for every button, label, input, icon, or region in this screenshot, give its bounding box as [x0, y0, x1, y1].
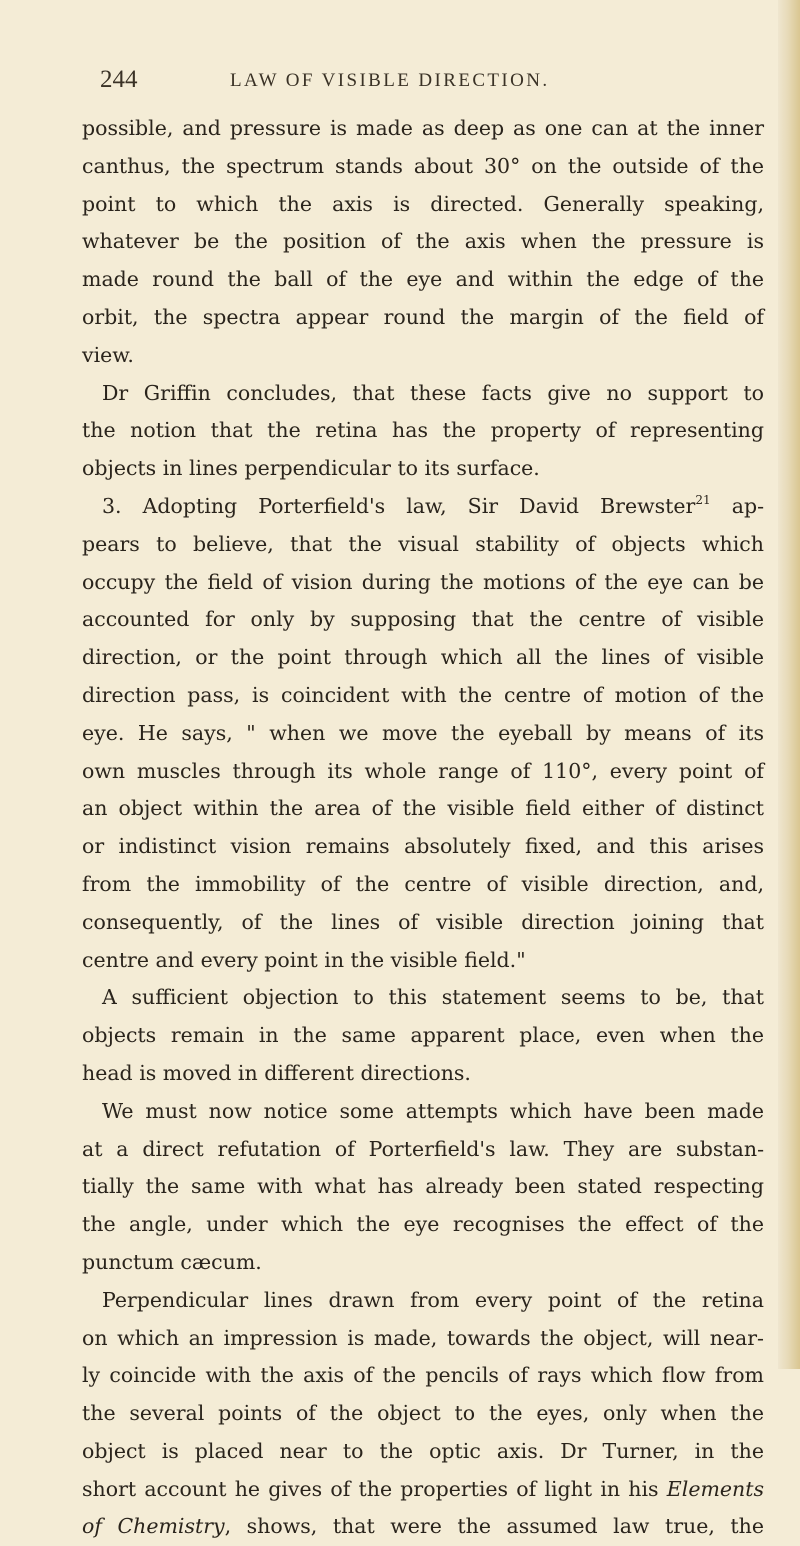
- text-line: Dr Griffin concludes, that these facts give no support to: [102, 380, 764, 405]
- text-line: own muscles through its whole range of 110°, every point of: [82, 758, 764, 783]
- text-line: made round the ball of the eye and within the edge of the: [82, 267, 764, 292]
- text-line: [82, 488, 764, 526]
- text-line: the notion that the retina has the property of representing: [82, 418, 764, 443]
- text-line: [82, 1471, 764, 1509]
- page-edge: [778, 0, 800, 1369]
- text-line: centre and every point in the visible field.": [82, 947, 526, 972]
- text-line: view.: [82, 342, 134, 367]
- text-line: possible, and pressure is made as deep as one can at the inner: [82, 116, 764, 140]
- text-segment: short account he gives of the properties of light in his: [82, 1476, 659, 1501]
- running-title: LAW OF VISIBLE DIRECTION.: [230, 70, 550, 91]
- text-line: accounted for only by supposing that the centre of visible: [82, 607, 764, 632]
- page-number: 244: [100, 66, 138, 93]
- text-line: pears to believe, that the visual stability of objects which: [82, 531, 764, 556]
- text-line: on which an impression is made, towards the object, will near-: [82, 1325, 764, 1350]
- text-line: at a direct refutation of Porterfield's law. They are substan-: [82, 1136, 764, 1161]
- text-line: punctum cæcum.: [82, 1249, 262, 1274]
- text-line: direction, or the point through which all the lines of visible: [82, 645, 764, 670]
- text-line: point to which the axis is directed. Generally speaking,: [82, 191, 764, 216]
- text-line: from the immobility of the centre of visible direction, and,: [82, 871, 764, 896]
- text-line: whatever be the position of the axis when the pressure is: [82, 229, 764, 254]
- text-line: [82, 1508, 764, 1546]
- text-line: object is placed near to the optic axis. Dr Turner, in the: [82, 1438, 764, 1463]
- book-title: Elements: [666, 1476, 764, 1501]
- footnote-marker: 21: [695, 492, 711, 507]
- text-line: We must now notice some attempts which have been made: [102, 1098, 764, 1123]
- text-line: ly coincide with the axis of the pencils of rays which flow from: [82, 1363, 764, 1388]
- text-segment: ap-: [731, 493, 764, 518]
- text-line: an object within the area of the visible field either of distinct: [82, 796, 764, 821]
- text-line: consequently, of the lines of visible direction joining that: [82, 909, 764, 934]
- book-title: of Chemistry: [82, 1514, 225, 1539]
- text-line: tially the same with what has already been stated respecting: [82, 1174, 764, 1199]
- text-line: the angle, under which the eye recognises the effect of the: [82, 1212, 764, 1237]
- text-line: Perpendicular lines drawn from every point of the retina: [102, 1287, 764, 1312]
- text-line: the several points of the object to the eyes, only when the: [82, 1401, 764, 1426]
- text-line: eye. He says, " when we move the eyeball by means of its: [82, 720, 764, 745]
- text-line: or indistinct vision remains absolutely fixed, and this arises: [82, 834, 764, 859]
- text-line: direction pass, is coincident with the centre of motion of the: [82, 682, 764, 707]
- text-segment: , shows, that were the assumed law true, the: [224, 1514, 764, 1539]
- body-text: [82, 110, 764, 1546]
- running-head: [100, 66, 760, 106]
- text-line: head is moved in different directions.: [82, 1060, 471, 1085]
- text-line: objects remain in the same apparent place, even when the: [82, 1023, 764, 1048]
- text-segment: 3. Adopting Porterfield's law, Sir David Brewster: [102, 493, 696, 518]
- text-line: A sufficient objection to this statement seems to be, that: [102, 985, 764, 1010]
- text-line: objects in lines perpendicular to its surface.: [82, 456, 540, 481]
- text-line: orbit, the spectra appear round the margin of the field of: [82, 304, 764, 329]
- text-line: occupy the field of vision during the motions of the eye can be: [82, 569, 764, 594]
- text-line: canthus, the spectrum stands about 30° on the outside of the: [82, 153, 764, 178]
